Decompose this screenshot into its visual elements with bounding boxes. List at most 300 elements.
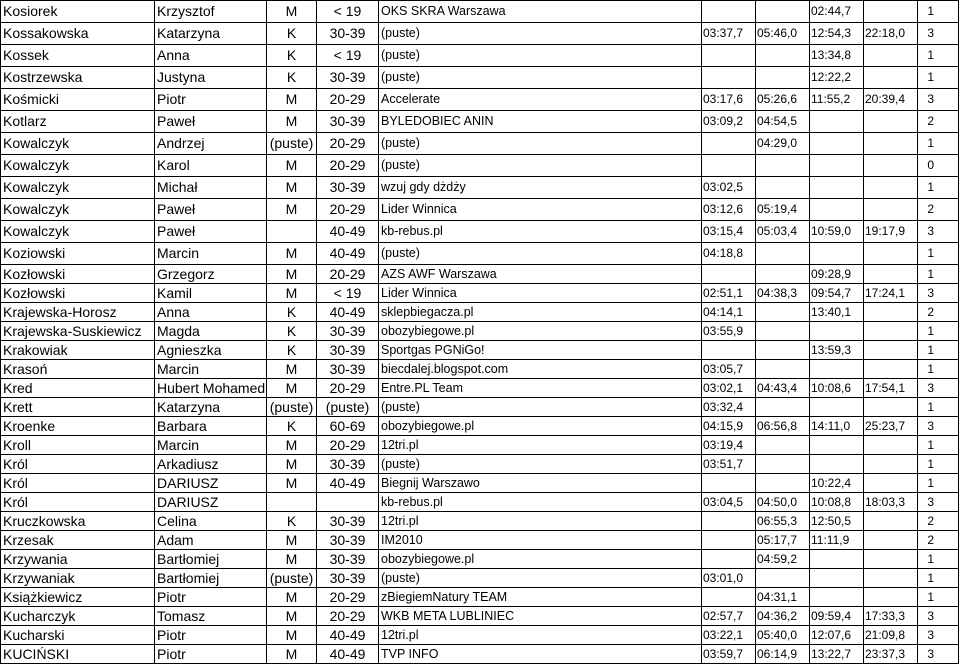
time-2-cell xyxy=(756,265,810,284)
club-cell: 12tri.pl xyxy=(379,436,702,455)
first-name-cell: Andrzej xyxy=(155,133,267,155)
age-category-cell: 20-29 xyxy=(317,436,379,455)
table-row xyxy=(1,531,959,550)
time-3-cell: 09:54,7 xyxy=(810,284,864,303)
time-1-cell: 03:37,7 xyxy=(702,23,756,45)
count-cell: 1 xyxy=(918,265,959,284)
first-name-cell: Krzysztof xyxy=(155,1,267,23)
sex-cell: M xyxy=(267,455,317,474)
count-cell: 3 xyxy=(918,284,959,303)
time-3-cell: 11:11,9 xyxy=(810,531,864,550)
time-1-cell: 03:02,5 xyxy=(702,177,756,199)
sex-cell: M xyxy=(267,284,317,303)
time-1-cell xyxy=(702,588,756,607)
time-3-cell: 12:22,2 xyxy=(810,67,864,89)
time-3-cell: 12:50,5 xyxy=(810,512,864,531)
table-row xyxy=(1,398,959,417)
time-4-cell xyxy=(864,133,918,155)
first-name-cell: Tomasz xyxy=(155,607,267,626)
count-cell: 1 xyxy=(918,177,959,199)
sex-cell: M xyxy=(267,89,317,111)
club-cell: (puste) xyxy=(379,67,702,89)
club-cell: Accelerate xyxy=(379,89,702,111)
time-4-cell xyxy=(864,177,918,199)
last-name-cell: Kroll xyxy=(1,436,155,455)
time-2-cell xyxy=(756,45,810,67)
time-1-cell xyxy=(702,512,756,531)
age-category-cell: 30-39 xyxy=(317,111,379,133)
count-cell: 2 xyxy=(918,111,959,133)
club-cell: kb-rebus.pl xyxy=(379,221,702,243)
table-row xyxy=(1,512,959,531)
time-2-cell: 04:38,3 xyxy=(756,284,810,303)
time-1-cell: 03:09,2 xyxy=(702,111,756,133)
age-category-cell: < 19 xyxy=(317,1,379,23)
age-category-cell: 30-39 xyxy=(317,550,379,569)
time-3-cell xyxy=(810,436,864,455)
count-cell: 3 xyxy=(918,607,959,626)
last-name-cell: Krzywaniak xyxy=(1,569,155,588)
time-1-cell: 03:17,6 xyxy=(702,89,756,111)
time-2-cell xyxy=(756,67,810,89)
club-cell: TVP INFO xyxy=(379,645,702,664)
club-cell: (puste) xyxy=(379,155,702,177)
last-name-cell: Koziowski xyxy=(1,243,155,265)
count-cell: 1 xyxy=(918,588,959,607)
club-cell: kb-rebus.pl xyxy=(379,493,702,512)
time-3-cell: 12:07,6 xyxy=(810,626,864,645)
count-cell: 1 xyxy=(918,67,959,89)
table-row xyxy=(1,67,959,89)
sex-cell: M xyxy=(267,155,317,177)
age-category-cell: 30-39 xyxy=(317,531,379,550)
time-4-cell: 23:37,3 xyxy=(864,645,918,664)
table-row xyxy=(1,89,959,111)
age-category-cell: 20-29 xyxy=(317,607,379,626)
time-4-cell xyxy=(864,341,918,360)
last-name-cell: Kucharski xyxy=(1,626,155,645)
time-1-cell xyxy=(702,133,756,155)
sex-cell: K xyxy=(267,303,317,322)
first-name-cell: Grzegorz xyxy=(155,265,267,284)
time-1-cell xyxy=(702,67,756,89)
sex-cell xyxy=(267,221,317,243)
club-cell: OKS SKRA Warszawa xyxy=(379,1,702,23)
age-category-cell: 20-29 xyxy=(317,133,379,155)
first-name-cell: Michał xyxy=(155,177,267,199)
time-4-cell: 25:23,7 xyxy=(864,417,918,436)
time-2-cell: 04:31,1 xyxy=(756,588,810,607)
age-category-cell: 30-39 xyxy=(317,512,379,531)
time-3-cell xyxy=(810,569,864,588)
time-3-cell: 10:08,8 xyxy=(810,493,864,512)
time-2-cell: 04:59,2 xyxy=(756,550,810,569)
time-4-cell xyxy=(864,67,918,89)
time-2-cell xyxy=(756,455,810,474)
time-2-cell: 05:40,0 xyxy=(756,626,810,645)
club-cell: obozybiegowe.pl xyxy=(379,322,702,341)
first-name-cell: DARIUSZ xyxy=(155,474,267,493)
sex-cell: M xyxy=(267,199,317,221)
last-name-cell: Kowalczyk xyxy=(1,221,155,243)
first-name-cell: Celina xyxy=(155,512,267,531)
time-2-cell xyxy=(756,474,810,493)
club-cell: wzuj gdy dżdży xyxy=(379,177,702,199)
count-cell: 3 xyxy=(918,379,959,398)
age-category-cell: 40-49 xyxy=(317,221,379,243)
table-row xyxy=(1,417,959,436)
sex-cell: M xyxy=(267,111,317,133)
count-cell: 2 xyxy=(918,512,959,531)
club-cell: obozybiegowe.pl xyxy=(379,550,702,569)
time-1-cell: 03:19,4 xyxy=(702,436,756,455)
first-name-cell: Adam xyxy=(155,531,267,550)
time-1-cell: 04:14,1 xyxy=(702,303,756,322)
club-cell: (puste) xyxy=(379,133,702,155)
count-cell: 1 xyxy=(918,569,959,588)
age-category-cell: 40-49 xyxy=(317,303,379,322)
age-category-cell: 40-49 xyxy=(317,474,379,493)
time-4-cell: 21:09,8 xyxy=(864,626,918,645)
time-4-cell: 20:39,4 xyxy=(864,89,918,111)
sex-cell: M xyxy=(267,588,317,607)
count-cell: 1 xyxy=(918,550,959,569)
last-name-cell: Krzesak xyxy=(1,531,155,550)
time-3-cell: 13:22,7 xyxy=(810,645,864,664)
table-row xyxy=(1,155,959,177)
club-cell: zBiegiemNatury TEAM xyxy=(379,588,702,607)
table-row xyxy=(1,284,959,303)
time-3-cell xyxy=(810,455,864,474)
count-cell: 3 xyxy=(918,89,959,111)
last-name-cell: Kowalczyk xyxy=(1,133,155,155)
first-name-cell: Bartłomiej xyxy=(155,569,267,588)
last-name-cell: Kossakowska xyxy=(1,23,155,45)
table-row xyxy=(1,133,959,155)
time-2-cell: 04:54,5 xyxy=(756,111,810,133)
time-4-cell xyxy=(864,45,918,67)
time-1-cell: 03:04,5 xyxy=(702,493,756,512)
sex-cell: M xyxy=(267,1,317,23)
table-row xyxy=(1,645,959,664)
age-category-cell: 30-39 xyxy=(317,177,379,199)
table-row xyxy=(1,303,959,322)
last-name-cell: Kowalczyk xyxy=(1,199,155,221)
club-cell: BYLEDOBIEC ANIN xyxy=(379,111,702,133)
age-category-cell: < 19 xyxy=(317,45,379,67)
last-name-cell: Krakowiak xyxy=(1,341,155,360)
table-row xyxy=(1,243,959,265)
table-row xyxy=(1,550,959,569)
time-2-cell: 06:55,3 xyxy=(756,512,810,531)
time-4-cell xyxy=(864,455,918,474)
first-name-cell: Katarzyna xyxy=(155,23,267,45)
age-category-cell: 30-39 xyxy=(317,67,379,89)
time-4-cell xyxy=(864,322,918,341)
club-cell: Lider Winnica xyxy=(379,199,702,221)
age-category-cell: (puste) xyxy=(317,398,379,417)
table-row xyxy=(1,45,959,67)
sex-cell: K xyxy=(267,322,317,341)
club-cell: 12tri.pl xyxy=(379,626,702,645)
time-3-cell xyxy=(810,360,864,379)
time-3-cell xyxy=(810,550,864,569)
sex-cell: K xyxy=(267,23,317,45)
time-1-cell: 04:18,8 xyxy=(702,243,756,265)
time-1-cell: 03:22,1 xyxy=(702,626,756,645)
sex-cell xyxy=(267,493,317,512)
time-3-cell xyxy=(810,111,864,133)
time-4-cell xyxy=(864,155,918,177)
first-name-cell: Justyna xyxy=(155,67,267,89)
last-name-cell: Król xyxy=(1,474,155,493)
count-cell: 1 xyxy=(918,1,959,23)
first-name-cell: Piotr xyxy=(155,626,267,645)
age-category-cell: 40-49 xyxy=(317,626,379,645)
sex-cell: M xyxy=(267,265,317,284)
time-2-cell: 06:14,9 xyxy=(756,645,810,664)
time-2-cell xyxy=(756,1,810,23)
time-2-cell: 04:36,2 xyxy=(756,607,810,626)
time-2-cell: 04:29,0 xyxy=(756,133,810,155)
age-category-cell: 60-69 xyxy=(317,417,379,436)
age-category-cell: 20-29 xyxy=(317,199,379,221)
time-4-cell xyxy=(864,550,918,569)
time-2-cell xyxy=(756,360,810,379)
table-row xyxy=(1,111,959,133)
last-name-cell: Kossek xyxy=(1,45,155,67)
table-row xyxy=(1,1,959,23)
time-2-cell: 05:26,6 xyxy=(756,89,810,111)
count-cell: 3 xyxy=(918,645,959,664)
sex-cell: M xyxy=(267,550,317,569)
time-3-cell xyxy=(810,588,864,607)
age-category-cell: 40-49 xyxy=(317,243,379,265)
time-3-cell: 09:28,9 xyxy=(810,265,864,284)
count-cell: 1 xyxy=(918,455,959,474)
time-2-cell xyxy=(756,436,810,455)
time-2-cell xyxy=(756,177,810,199)
time-3-cell: 10:08,6 xyxy=(810,379,864,398)
table-row xyxy=(1,265,959,284)
sex-cell: (puste) xyxy=(267,133,317,155)
time-2-cell: 06:56,8 xyxy=(756,417,810,436)
first-name-cell: Katarzyna xyxy=(155,398,267,417)
time-1-cell: 03:55,9 xyxy=(702,322,756,341)
age-category-cell: 20-29 xyxy=(317,89,379,111)
time-3-cell: 02:44,7 xyxy=(810,1,864,23)
time-2-cell xyxy=(756,569,810,588)
club-cell: WKB META LUBLINIEC xyxy=(379,607,702,626)
count-cell: 1 xyxy=(918,133,959,155)
time-4-cell xyxy=(864,569,918,588)
club-cell: biecdalej.blogspot.com xyxy=(379,360,702,379)
last-name-cell: Kosiorek xyxy=(1,1,155,23)
first-name-cell: Kamil xyxy=(155,284,267,303)
sex-cell: M xyxy=(267,531,317,550)
time-1-cell: 03:12,6 xyxy=(702,199,756,221)
time-3-cell xyxy=(810,243,864,265)
time-4-cell xyxy=(864,243,918,265)
time-3-cell xyxy=(810,322,864,341)
table-row xyxy=(1,341,959,360)
sex-cell: (puste) xyxy=(267,569,317,588)
age-category-cell: 30-39 xyxy=(317,455,379,474)
time-3-cell xyxy=(810,133,864,155)
table-row xyxy=(1,493,959,512)
first-name-cell: Paweł xyxy=(155,111,267,133)
time-3-cell: 10:59,0 xyxy=(810,221,864,243)
time-3-cell xyxy=(810,177,864,199)
last-name-cell: Kruczkowska xyxy=(1,512,155,531)
first-name-cell: Piotr xyxy=(155,588,267,607)
age-category-cell xyxy=(317,493,379,512)
last-name-cell: Kowalczyk xyxy=(1,155,155,177)
time-1-cell: 03:51,7 xyxy=(702,455,756,474)
time-2-cell xyxy=(756,341,810,360)
age-category-cell: 30-39 xyxy=(317,569,379,588)
last-name-cell: Krajewska-Suskiewicz xyxy=(1,322,155,341)
time-3-cell xyxy=(810,398,864,417)
count-cell: 3 xyxy=(918,493,959,512)
time-4-cell xyxy=(864,1,918,23)
sex-cell: M xyxy=(267,607,317,626)
time-3-cell: 13:34,8 xyxy=(810,45,864,67)
table-row xyxy=(1,23,959,45)
time-4-cell: 17:24,1 xyxy=(864,284,918,303)
table-row xyxy=(1,474,959,493)
table-row xyxy=(1,607,959,626)
table-row xyxy=(1,588,959,607)
first-name-cell: Marcin xyxy=(155,360,267,379)
time-3-cell: 09:59,4 xyxy=(810,607,864,626)
time-2-cell: 05:46,0 xyxy=(756,23,810,45)
sex-cell: M xyxy=(267,379,317,398)
sex-cell: M xyxy=(267,474,317,493)
first-name-cell: Arkadiusz xyxy=(155,455,267,474)
last-name-cell: Krasoń xyxy=(1,360,155,379)
sex-cell: K xyxy=(267,341,317,360)
first-name-cell: Barbara xyxy=(155,417,267,436)
time-1-cell: 04:15,9 xyxy=(702,417,756,436)
table-row xyxy=(1,360,959,379)
club-cell: (puste) xyxy=(379,23,702,45)
time-3-cell: 14:11,0 xyxy=(810,417,864,436)
club-cell: (puste) xyxy=(379,243,702,265)
sex-cell: M xyxy=(267,436,317,455)
first-name-cell: DARIUSZ xyxy=(155,493,267,512)
count-cell: 2 xyxy=(918,303,959,322)
table-row xyxy=(1,322,959,341)
club-cell: Biegnij Warszawo xyxy=(379,474,702,493)
sex-cell: M xyxy=(267,243,317,265)
time-4-cell xyxy=(864,436,918,455)
last-name-cell: Kowalczyk xyxy=(1,177,155,199)
time-2-cell: 05:17,7 xyxy=(756,531,810,550)
time-4-cell: 17:33,3 xyxy=(864,607,918,626)
time-4-cell xyxy=(864,531,918,550)
sex-cell: K xyxy=(267,67,317,89)
time-3-cell xyxy=(810,155,864,177)
first-name-cell: Piotr xyxy=(155,645,267,664)
table-row xyxy=(1,436,959,455)
time-4-cell xyxy=(864,111,918,133)
sex-cell: (puste) xyxy=(267,398,317,417)
age-category-cell: 30-39 xyxy=(317,341,379,360)
time-3-cell: 12:54,3 xyxy=(810,23,864,45)
last-name-cell: Krett xyxy=(1,398,155,417)
time-2-cell xyxy=(756,398,810,417)
time-2-cell: 05:03,4 xyxy=(756,221,810,243)
last-name-cell: KUCIŃSKI xyxy=(1,645,155,664)
count-cell: 0 xyxy=(918,155,959,177)
table-row xyxy=(1,221,959,243)
age-category-cell: 30-39 xyxy=(317,322,379,341)
club-cell: Lider Winnica xyxy=(379,284,702,303)
first-name-cell: Piotr xyxy=(155,89,267,111)
sex-cell: M xyxy=(267,177,317,199)
first-name-cell: Paweł xyxy=(155,221,267,243)
time-2-cell xyxy=(756,155,810,177)
time-4-cell xyxy=(864,398,918,417)
last-name-cell: Kostrzewska xyxy=(1,67,155,89)
club-cell: (puste) xyxy=(379,45,702,67)
club-cell: (puste) xyxy=(379,455,702,474)
last-name-cell: Kozłowski xyxy=(1,284,155,303)
last-name-cell: Krajewska-Horosz xyxy=(1,303,155,322)
age-category-cell: 30-39 xyxy=(317,360,379,379)
first-name-cell: Anna xyxy=(155,45,267,67)
first-name-cell: Hubert Mohamed xyxy=(155,379,267,398)
club-cell: (puste) xyxy=(379,398,702,417)
time-4-cell xyxy=(864,360,918,379)
club-cell: (puste) xyxy=(379,569,702,588)
count-cell: 1 xyxy=(918,398,959,417)
count-cell: 2 xyxy=(918,531,959,550)
table-row xyxy=(1,569,959,588)
time-1-cell: 03:15,4 xyxy=(702,221,756,243)
age-category-cell: 20-29 xyxy=(317,155,379,177)
time-4-cell xyxy=(864,199,918,221)
first-name-cell: Marcin xyxy=(155,243,267,265)
time-4-cell: 22:18,0 xyxy=(864,23,918,45)
time-3-cell: 11:55,2 xyxy=(810,89,864,111)
sex-cell: K xyxy=(267,417,317,436)
time-1-cell xyxy=(702,550,756,569)
time-1-cell xyxy=(702,45,756,67)
time-2-cell: 05:19,4 xyxy=(756,199,810,221)
count-cell: 3 xyxy=(918,417,959,436)
last-name-cell: Krzywania xyxy=(1,550,155,569)
time-4-cell xyxy=(864,474,918,493)
time-4-cell: 19:17,9 xyxy=(864,221,918,243)
last-name-cell: Kucharczyk xyxy=(1,607,155,626)
sex-cell: M xyxy=(267,645,317,664)
first-name-cell: Magda xyxy=(155,322,267,341)
time-1-cell xyxy=(702,1,756,23)
time-3-cell xyxy=(810,199,864,221)
time-1-cell xyxy=(702,474,756,493)
time-2-cell xyxy=(756,243,810,265)
last-name-cell: Książkiewicz xyxy=(1,588,155,607)
first-name-cell: Karol xyxy=(155,155,267,177)
last-name-cell: Król xyxy=(1,455,155,474)
time-4-cell: 18:03,3 xyxy=(864,493,918,512)
count-cell: 1 xyxy=(918,243,959,265)
sex-cell: K xyxy=(267,45,317,67)
table-row xyxy=(1,455,959,474)
count-cell: 1 xyxy=(918,341,959,360)
